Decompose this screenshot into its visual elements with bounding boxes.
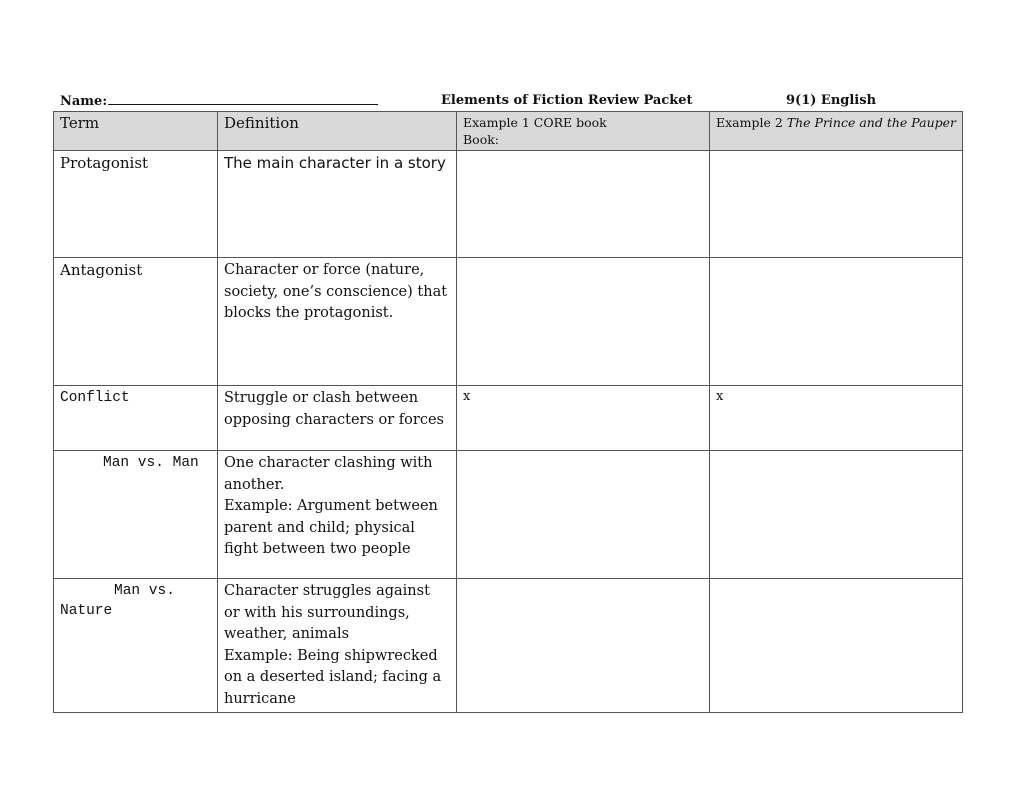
example1-header-line1: Example 1 CORE book bbox=[463, 115, 607, 130]
example2-cell[interactable] bbox=[710, 579, 963, 713]
term-cell: Conflict bbox=[54, 386, 218, 451]
term-text: Man vs. Man bbox=[103, 455, 199, 471]
course-label: 9(1) English bbox=[786, 93, 877, 108]
definition-cell bbox=[218, 451, 457, 579]
document-header bbox=[60, 93, 963, 111]
example1-cell[interactable] bbox=[457, 451, 710, 579]
example2-header-title: The Prince and the Pauper bbox=[786, 115, 956, 130]
definition-example-text: Example: Being shipwrecked on a deserted island; facing a hurricane bbox=[224, 647, 442, 707]
term-cell: Protagonist bbox=[54, 151, 218, 258]
definition-text: One character clashing with another. bbox=[224, 455, 433, 493]
definition-text: Character or force (nature, society, one’s conscience) that blocks the protagonist. bbox=[224, 262, 448, 321]
table-row bbox=[54, 579, 963, 713]
example2-cell[interactable] bbox=[710, 258, 963, 386]
example1-cell[interactable] bbox=[457, 579, 710, 713]
column-header-term: Term bbox=[54, 112, 218, 151]
example1-cell[interactable]: x bbox=[457, 386, 710, 451]
table-header-row bbox=[54, 112, 963, 151]
definition-cell bbox=[218, 151, 457, 258]
review-table bbox=[53, 111, 963, 713]
column-header-example1 bbox=[457, 112, 710, 151]
example2-cell[interactable]: x bbox=[710, 386, 963, 451]
column-header-definition: Definition bbox=[218, 112, 457, 151]
definition-cell bbox=[218, 579, 457, 713]
example2-cell[interactable] bbox=[710, 151, 963, 258]
term-cell: Antagonist bbox=[54, 258, 218, 386]
table-row bbox=[54, 151, 963, 258]
example1-cell[interactable] bbox=[457, 258, 710, 386]
definition-cell bbox=[218, 386, 457, 451]
definition-text: Character struggles against or with his surroundings, weather, animals bbox=[224, 583, 430, 642]
name-field[interactable] bbox=[60, 93, 378, 109]
definition-cell bbox=[218, 258, 457, 386]
example2-cell[interactable] bbox=[710, 451, 963, 579]
document-title: Elements of Fiction Review Packet bbox=[441, 93, 693, 108]
column-header-example2 bbox=[710, 112, 963, 151]
term-cell bbox=[54, 451, 218, 579]
example1-header-line2: Book: bbox=[463, 132, 500, 147]
definition-text: Struggle or clash between opposing characters or forces bbox=[224, 390, 444, 428]
term-text: Man vs. Nature bbox=[60, 583, 175, 619]
term-cell bbox=[54, 579, 218, 713]
definition-text: The main character in a story bbox=[224, 154, 446, 172]
name-blank-line[interactable] bbox=[108, 93, 378, 105]
definition-example-text: Example: Argument between parent and child; physical fight between two people bbox=[224, 498, 438, 557]
table-row bbox=[54, 258, 963, 386]
table-row bbox=[54, 386, 963, 451]
example1-cell[interactable] bbox=[457, 151, 710, 258]
example2-header-prefix: Example 2 bbox=[716, 115, 787, 130]
name-label: Name: bbox=[60, 94, 108, 109]
table-row bbox=[54, 451, 963, 579]
